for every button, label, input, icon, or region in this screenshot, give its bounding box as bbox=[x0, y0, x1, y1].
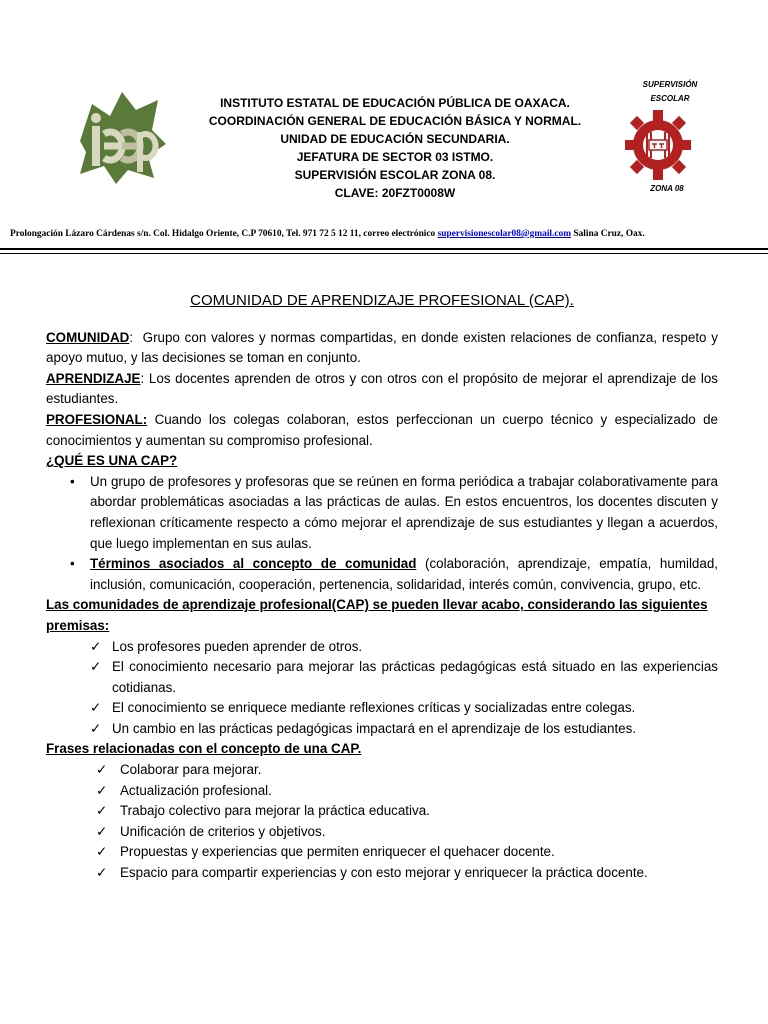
checkmark-icon: ✓ bbox=[90, 720, 102, 736]
supervision-logo-caption: SUPERVISIÓN ESCOLAR bbox=[642, 80, 698, 103]
address-line: Prolongación Lázaro Cárdenas s/n. Col. Hidalgo Oriente, C.P 70610, Tel. 971 72 5 12 11, correo electrónico supervisionescolar08@gmail.com Salina Cruz, Oax. bbox=[10, 229, 645, 239]
premises-heading: Las comunidades de aprendizaje profesional(CAP) se pueden llevar acabo, considerando las siguientes premisas: bbox=[46, 597, 708, 633]
email-link[interactable]: supervisionescolar08@gmail.com bbox=[437, 229, 572, 239]
list-item: ✓ Un cambio en las prácticas pedagógicas impactará en el aprendizaje de los estudiantes. bbox=[112, 719, 718, 740]
checkmark-icon: ✓ bbox=[96, 762, 108, 778]
list-item: ✓ Colaborar para mejorar. bbox=[120, 760, 718, 781]
list-item: ✓ El conocimiento necesario para mejorar las prácticas pedagógicas está situado en las experiencias cotidianas. bbox=[90, 659, 718, 695]
bullet-icon: • bbox=[70, 473, 75, 489]
list-item: • Un grupo de profesores y profesoras que se reúnen en forma periódica a trabajar colaborativamente para abordar problemáticas asociadas a las prácticas de aulas. En estos encuentros, los docentes discuten y reflexionan críticamente respecto a cómo mejorar el aprendizaje de sus estudiantes y llegan a acuerdos, que luego implementan en sus aulas. bbox=[70, 473, 718, 551]
definition-aprendizaje: APRENDIZAJE: Los docentes aprenden de otros y con otros con el propósito de mejorar el aprendizaje de los estudiantes. bbox=[46, 370, 718, 407]
checkmark-icon: ✓ bbox=[90, 659, 102, 675]
list-item: ✓ El conocimiento se enriquece mediante reflexiones críticas y socializadas entre colegas. bbox=[112, 698, 718, 719]
header-divider-thin bbox=[0, 253, 768, 254]
question-heading: ¿QUÉ ES UNA CAP? bbox=[46, 453, 178, 469]
bullet-icon: • bbox=[70, 556, 75, 572]
header-line: JEFATURA DE SECTOR 03 ISTMO. bbox=[296, 150, 494, 164]
header-line: UNIDAD DE EDUCACIÓN SECUNDARIA. bbox=[280, 132, 510, 146]
checkmark-icon: ✓ bbox=[90, 638, 102, 654]
document-body bbox=[46, 291, 718, 884]
document-title: COMUNIDAD DE APRENDIZAJE PROFESIONAL (CAP). bbox=[190, 292, 574, 309]
header-line: SUPERVISIÓN ESCOLAR ZONA 08. bbox=[294, 168, 496, 182]
phrases-list bbox=[46, 760, 718, 884]
ieepo-logo bbox=[70, 86, 170, 186]
list-item: • Términos asociados al concepto de comunidad (colaboración, aprendizaje, empatía, humildad, inclusión, comunicación, cooperación, pertenencia, solidaridad, interés común, convivencia, grupo, etc. bbox=[70, 556, 718, 592]
phrases-heading: Frases relacionadas con el concepto de una CAP. bbox=[46, 741, 362, 757]
list-item: ✓ Los profesores pueden aprender de otros. bbox=[112, 637, 718, 658]
supervision-gear-logo bbox=[625, 110, 691, 180]
definition-comunidad: COMUNIDAD: Grupo con valores y normas compartidas, en donde existen relaciones de confianza, respeto y apoyo mutuo, y las decisiones se toman en conjunto. bbox=[46, 329, 718, 366]
checkmark-icon: ✓ bbox=[96, 865, 108, 881]
zona-label: ZONA 08 bbox=[650, 184, 684, 193]
checkmark-icon: ✓ bbox=[96, 823, 108, 839]
definition-profesional: PROFESIONAL: Cuando los colegas colaboran, estos perfeccionan un cuerpo técnico y especializado de conocimientos y aumentan su compromiso profesional. bbox=[46, 411, 718, 448]
cap-bullet-list bbox=[46, 472, 718, 596]
header-divider bbox=[0, 248, 768, 250]
list-item: ✓ Unificación de criterios y objetivos. bbox=[120, 822, 718, 843]
list-item: ✓ Espacio para compartir experiencias y con esto mejorar y enriquecer la práctica docente. bbox=[120, 863, 718, 884]
checkmark-icon: ✓ bbox=[90, 700, 102, 716]
checkmark-icon: ✓ bbox=[96, 844, 108, 860]
list-item: ✓ Propuestas y experiencias que permiten enriquecer el quehacer docente. bbox=[120, 842, 718, 863]
checkmark-icon: ✓ bbox=[96, 782, 108, 798]
institution-header bbox=[190, 94, 600, 202]
header-line: INSTITUTO ESTATAL DE EDUCACIÓN PÚBLICA DE OAXACA. bbox=[220, 96, 570, 110]
list-item: ✓ Actualización profesional. bbox=[120, 781, 718, 802]
header-line: CLAVE: 20FZT0008W bbox=[334, 186, 456, 200]
header-line: COORDINACIÓN GENERAL DE EDUCACIÓN BÁSICA Y NORMAL. bbox=[208, 114, 582, 128]
checkmark-icon: ✓ bbox=[96, 803, 108, 819]
list-item: ✓ Trabajo colectivo para mejorar la práctica educativa. bbox=[120, 801, 718, 822]
premises-list bbox=[46, 637, 718, 740]
